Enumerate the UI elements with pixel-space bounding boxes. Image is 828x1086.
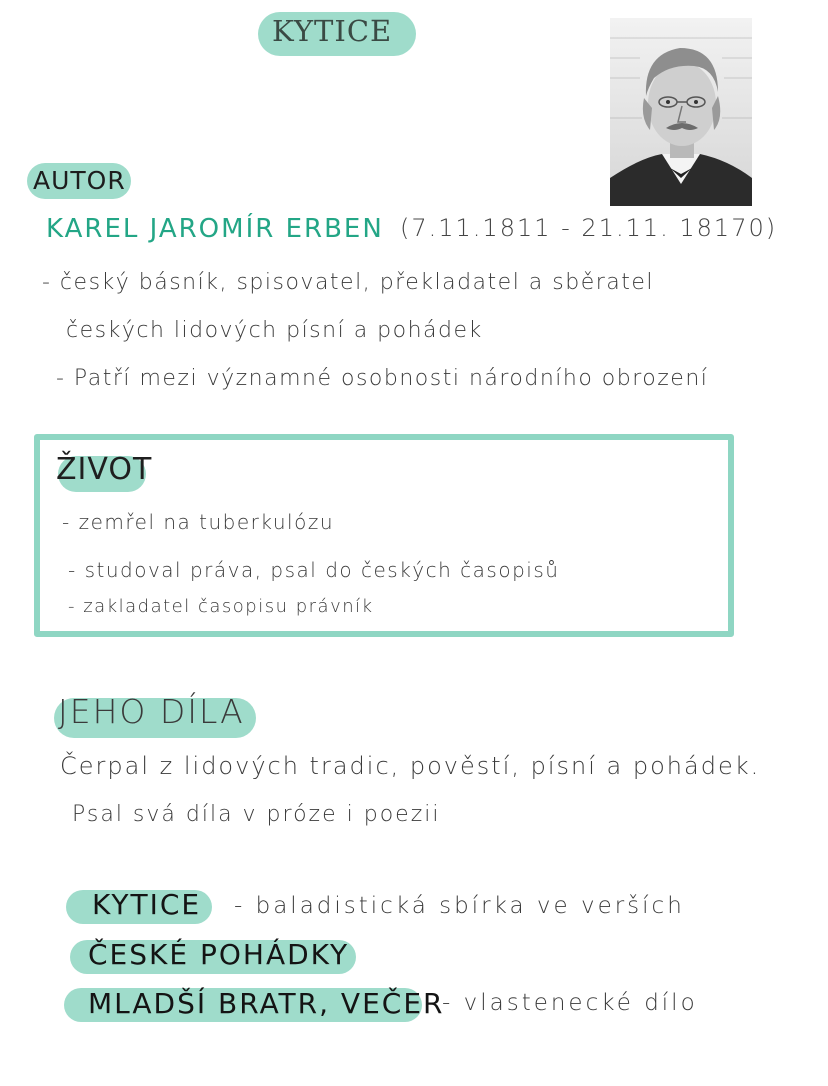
zivot-item: - zakladatel časopisu právník bbox=[68, 596, 374, 617]
work-title-ceske-pohadky: ČESKÉ POHÁDKY bbox=[88, 938, 350, 971]
autor-bullet-2: - Patří mezi významné osobnosti národního obrození bbox=[56, 366, 709, 391]
work-title-mladsi-bratr: MLADŠÍ BRATR, VEČER bbox=[88, 987, 445, 1020]
author-portrait-image bbox=[610, 18, 752, 206]
autor-bullet-1-continued: českých lidových písní a pohádek bbox=[66, 318, 483, 343]
page-title: KYTICE bbox=[272, 14, 393, 48]
autor-bullet-1: - český básník, spisovatel, překladatel a sběratel bbox=[42, 270, 655, 295]
autor-heading: AUTOR bbox=[33, 166, 126, 195]
work-description: - baladistická sbírka ve verších bbox=[234, 893, 685, 919]
dila-text-line-1: Čerpal z lidových tradic, pověstí, písní a pohádek. bbox=[60, 752, 761, 780]
dila-heading: JEHO DÍLA bbox=[58, 692, 245, 731]
work-description: - vlastenecké dílo bbox=[442, 990, 698, 1016]
zivot-heading: ŽIVOT bbox=[56, 452, 153, 487]
zivot-item: - zemřel na tuberkulózu bbox=[62, 510, 334, 534]
work-title-kytice: KYTICE bbox=[92, 888, 202, 921]
author-dates: (7.11.1811 - 21.11. 18170) bbox=[400, 214, 778, 242]
dila-text-line-2: Psal svá díla v próze i poezii bbox=[72, 802, 441, 827]
zivot-item: - studoval práva, psal do českých časopisů bbox=[68, 558, 560, 582]
portrait-illustration bbox=[610, 18, 752, 206]
author-name: KAREL JAROMÍR ERBEN bbox=[46, 214, 384, 244]
